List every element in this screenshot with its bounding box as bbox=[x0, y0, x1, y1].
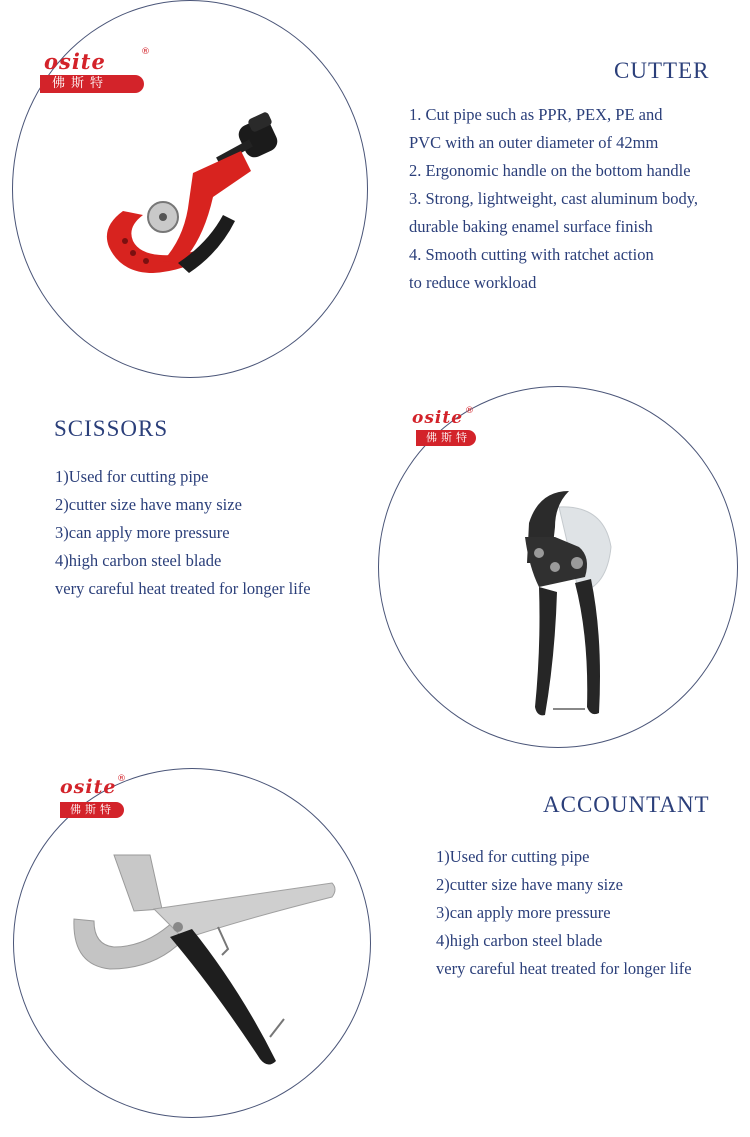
registered-mark: ® bbox=[141, 47, 150, 57]
list-item: 3)can apply more pressure bbox=[55, 523, 230, 542]
list-item: 4)high carbon steel blade bbox=[55, 551, 222, 570]
scissors-feature-list bbox=[55, 463, 311, 603]
cutter-feature-list bbox=[409, 101, 698, 297]
list-item: to reduce workload bbox=[409, 273, 537, 292]
accountant-feature-list bbox=[436, 843, 692, 983]
list-item: 2)cutter size have many size bbox=[55, 495, 242, 514]
brand-logo-1 bbox=[40, 47, 152, 97]
cutter-title: CUTTER bbox=[614, 58, 710, 83]
brand-chinese: 佛斯特 bbox=[60, 802, 124, 818]
brand-name: osite bbox=[60, 776, 117, 798]
brand-chinese: 佛斯特 bbox=[416, 430, 476, 446]
list-item: 3)can apply more pressure bbox=[436, 903, 611, 922]
brand-name: osite bbox=[44, 49, 106, 74]
list-item: 2)cutter size have many size bbox=[436, 875, 623, 894]
list-item: 1. Cut pipe such as PPR, PEX, PE and bbox=[409, 105, 663, 124]
accountant-title: ACCOUNTANT bbox=[543, 792, 710, 817]
list-item: 4. Smooth cutting with ratchet action bbox=[409, 245, 654, 264]
registered-mark: ® bbox=[117, 774, 126, 784]
brand-logo-3 bbox=[16, 774, 128, 822]
list-item: 2. Ergonomic handle on the bottom handle bbox=[409, 161, 691, 180]
scissors-title: SCISSORS bbox=[54, 416, 169, 441]
list-item: very careful heat treated for longer life bbox=[436, 959, 692, 978]
list-item: 3. Strong, lightweight, cast aluminum body, bbox=[409, 189, 699, 208]
list-item: 1)Used for cutting pipe bbox=[55, 467, 209, 486]
registered-mark: ® bbox=[465, 406, 474, 416]
list-item: 1)Used for cutting pipe bbox=[436, 847, 590, 866]
list-item: 4)high carbon steel blade bbox=[436, 931, 603, 950]
list-item: PVC with an outer diameter of 42mm bbox=[409, 133, 659, 152]
brand-chinese: 佛斯特 bbox=[40, 75, 144, 93]
brand-logo-2 bbox=[372, 406, 480, 450]
brand-name: osite bbox=[412, 408, 464, 428]
list-item: durable baking enamel surface finish bbox=[409, 217, 653, 236]
list-item: very careful heat treated for longer life bbox=[55, 579, 311, 598]
